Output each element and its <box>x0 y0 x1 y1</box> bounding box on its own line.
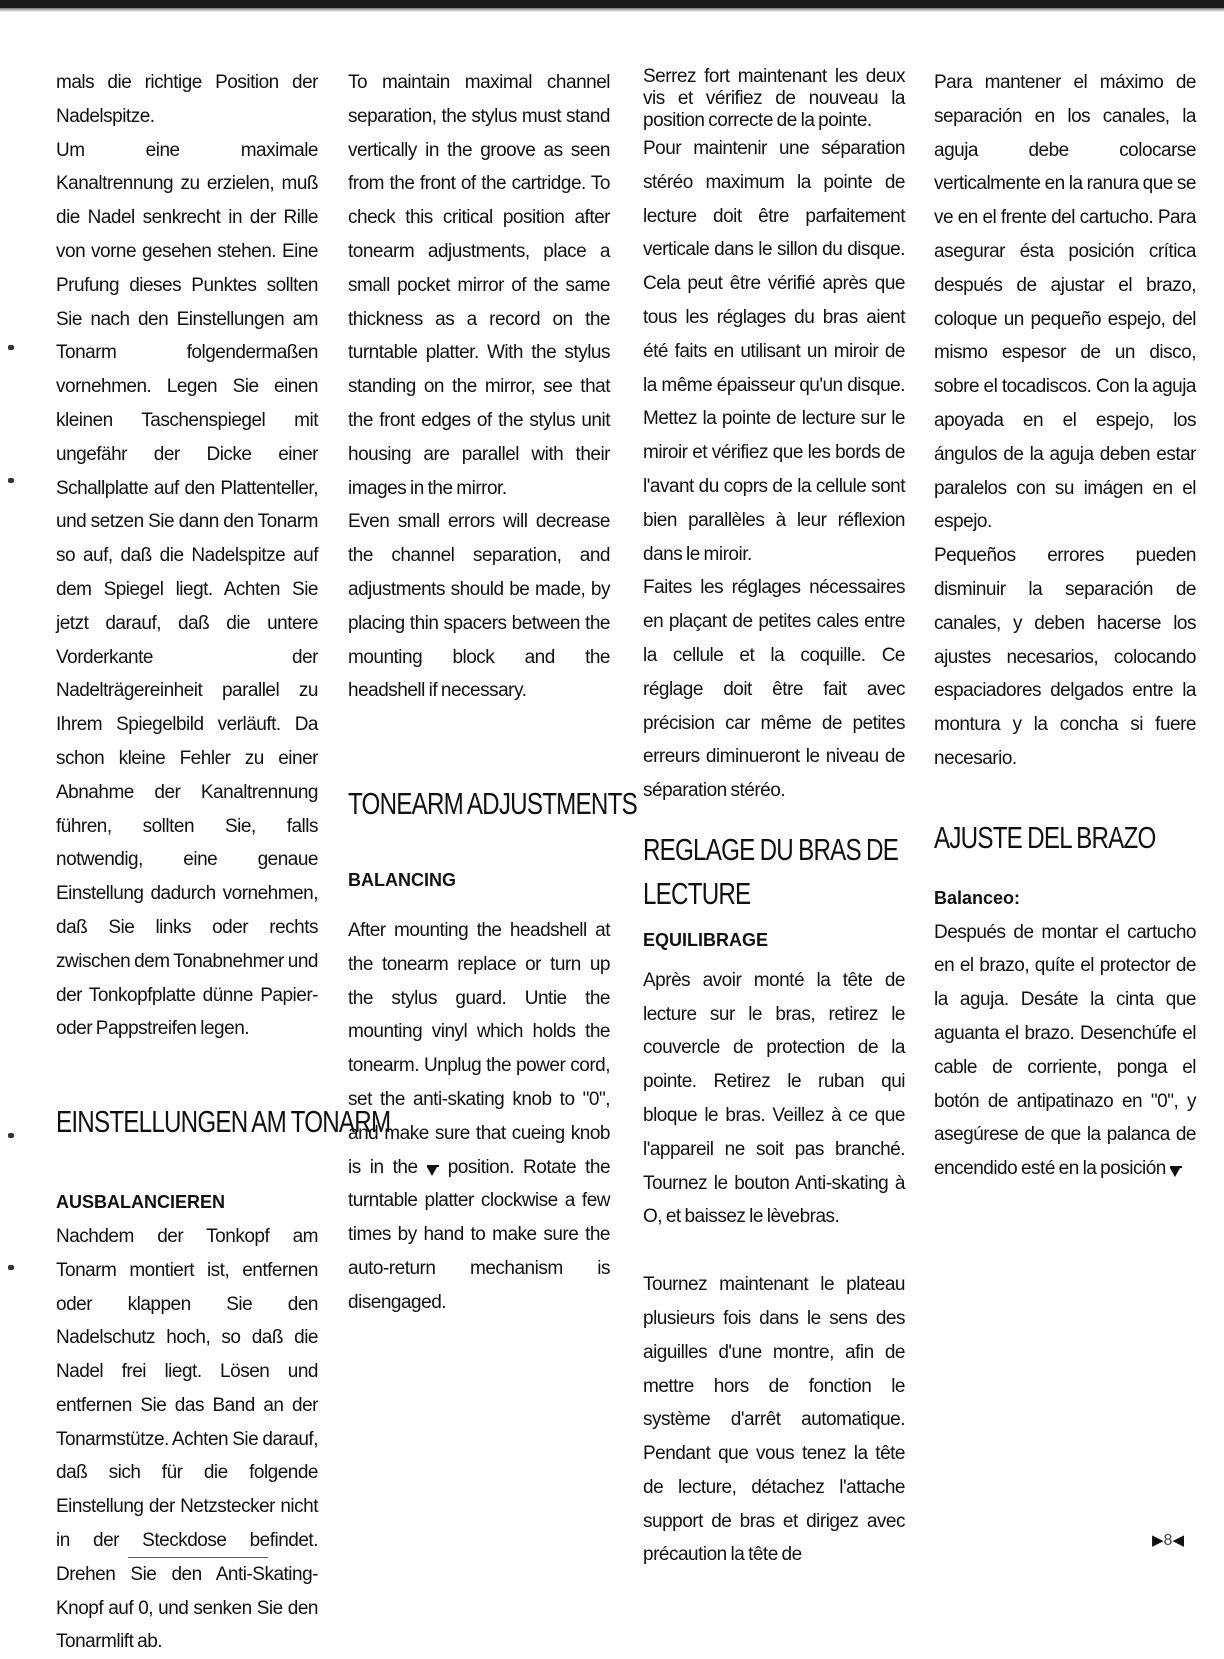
subheading: Balanceo: <box>934 887 1021 908</box>
margin-mark <box>8 478 14 483</box>
paragraph: Nachdem der Tonkopf am Tonarm montiert ist, entfernen oder klappen Sie den Nadelschutz hoch, so daß die Nadel frei liegt. Lösen und entfernen Sie das Band an der Tonarmstütze. Achten Sie darauf, daß sich für die folgende Einstellung der Netzstecker nicht in der Steckdose befindet. Drehen Sie den Anti-Skating-Knopf auf 0, und senken Sie den Tonarmlift ab. <box>56 1225 318 1653</box>
column-spanish <box>934 66 1196 1186</box>
cue-down-icon <box>427 1153 439 1167</box>
margin-mark <box>8 1265 14 1270</box>
text-run: After mounting the headshell at the tonearm replace or turn up the stylus guard. Untie the mounting vinyl which holds the tonearm. Unplug the power cord, set the anti-skating knob to "0", and make sure that cueing knob is in the <box>348 919 610 1178</box>
subheading: EQUILIBRAGE <box>643 929 769 950</box>
subheading: BALANCING <box>348 870 456 891</box>
text-run: position. Rotate the turntable platter clockwise a few times by hand to make sure the auto-return mechanism is disengaged. <box>348 1156 611 1313</box>
margin-mark <box>8 345 14 350</box>
paragraph: Après avoir monté la tête de lecture sur le bras, retirez le couvercle de protection de la pointe. Retirez le ruban qui bloque le bras. Veillez à ce que l'appareil ne soit pas branché. Tournez le bouton Anti-skating à O, et baissez le lèvebras. <box>643 969 905 1228</box>
page-number <box>1152 1531 1184 1550</box>
paragraph: To maintain maximal channel separation, the stylus must stand vertically in the groove as seen from the front of the cartridge. To check this critical position after tonearm adjustments, place a small pocket mirror of the same thickness as a record on the turntable platter. With the stylus standing on the mirror, see that the front edges of the stylus unit housing are parallel with their images in the mirror. <box>348 72 610 499</box>
arrow-left-icon: ◀ <box>1172 1532 1184 1549</box>
text-run: Después de montar el cartucho en el brazo, quíte el protector de la aguja. Desáte la cinta que aguanta el brazo. Desenchúfe el cable de corriente, ponga el botón de antipatinazo en "0", y asegúrese de que la palanca de encendido esté en la posición <box>934 921 1196 1180</box>
top-border-shadow <box>0 8 1224 12</box>
section-heading: EINSTELLUNGEN AM TONARM <box>56 1104 391 1140</box>
paragraph: Serrez fort maintenant les deux vis et vérifiez de nouveau la position correcte de la pointe. <box>643 66 905 131</box>
section-heading: REGLAGE DU BRAS DE <box>643 831 899 867</box>
section-heading: TONEARM ADJUSTMENTS <box>348 786 637 822</box>
arrow-right-icon: ▶ <box>1152 1532 1164 1549</box>
paragraph: Para mantener el máximo de separación en los canales, la aguja debe colocarse verticalmente en la ranura que se ve en el frente del cartucho. Para asegurar ésta posición crítica después de ajustar el brazo, coloque un pequeño espejo, del mismo espesor de un disco, sobre el tocadiscos. Con la aguja apoyada en el espejo, los ángulos de la aguja deben estar paralelos con su imágen en el espejo. <box>934 72 1196 533</box>
subheading: AUSBALANCIEREN <box>56 1192 226 1213</box>
paragraph <box>348 914 610 1320</box>
bottom-rule <box>128 1557 268 1558</box>
paragraph: Pequeños errores pueden disminuir la separación de canales, y deben hacerse los ajustes necesarios, colocando espaciadores delgados entre la montura y la concha si fuere necesario. <box>934 545 1196 769</box>
margin-mark <box>8 1133 14 1138</box>
column-german <box>56 66 391 1659</box>
cue-down-icon <box>1170 1154 1182 1168</box>
paragraph: Even small errors will decrease the channel separation, and adjustments should be made, by placing thin spacers between the mounting block and the headshell if necessary. <box>348 511 610 702</box>
column-english <box>348 66 637 1320</box>
paragraph: Um eine maximale Kanaltrennung zu erzielen, muß die Nadel senkrecht in der Rille von vorne gesehen stehen. Eine Prufung dieses Punktes sollten Sie nach den Einstellungen am Tonarm folgendermaßen vornehmen. Legen Sie einen kleinen Taschenspiegel mit ungefähr der Dicke einer Schallplatte auf den Plattenteller, und setzen Sie dann den Tonarm so auf, daß die Nadelspitze auf dem Spiegel liegt. Achten Sie jetzt darauf, daß die untere Vorderkante der Nadelträgereinheit parallel zu Ihrem Spiegelbild verläuft. Da schon kleine Fehler zu einer Abnahme der Kanaltrennung führen, sollten Sie, falls notwendig, eine genaue Einstellung dadurch vornehmen, daß Sie links oder rechts zwischen dem Tonabnehmer und der Tonkopfplatte dünne Papier-oder Pappstreifen legen. <box>56 139 318 1040</box>
page-number-value: 8 <box>1163 1532 1173 1549</box>
paragraph: mals die richtige Position der Nadelspitze. <box>56 72 318 127</box>
paragraph <box>934 916 1196 1186</box>
section-heading: LECTURE <box>643 875 751 911</box>
top-border <box>0 0 1224 8</box>
paragraph: Faites les réglages nécessaires en plaçant de petites cales entre la cellule et la coquille. Ce réglage doit être fait avec précision car même de petites erreurs diminueront le niveau de séparation stéréo. <box>643 577 905 802</box>
paragraph: Tournez maintenant le plateau plusieurs fois dans le sens des aiguilles d'une montre, afin de mettre hors de fonction le système d'arrêt automatique. Pendant que vous tenez la tête de lecture, détachez l'attache support de bras et dirigez avec précaution la tête de <box>643 1274 905 1566</box>
section-heading: AJUSTE DEL BRAZO <box>934 819 1156 855</box>
column-french <box>643 66 905 1572</box>
paragraph: Pour maintenir une séparation stéréo maximum la pointe de lecture doit être parfaitement verticale dans le sillon du disque. Cela peut être vérifié après que tous les réglages du bras aient été faits en utilisant un miroir de la même épaisseur qu'un disque. Mettez la pointe de lecture sur le miroir et vérifiez que les bords de l'avant du coprs de la cellule sont bien parallèles à leur réflexion dans le miroir. <box>643 138 905 565</box>
